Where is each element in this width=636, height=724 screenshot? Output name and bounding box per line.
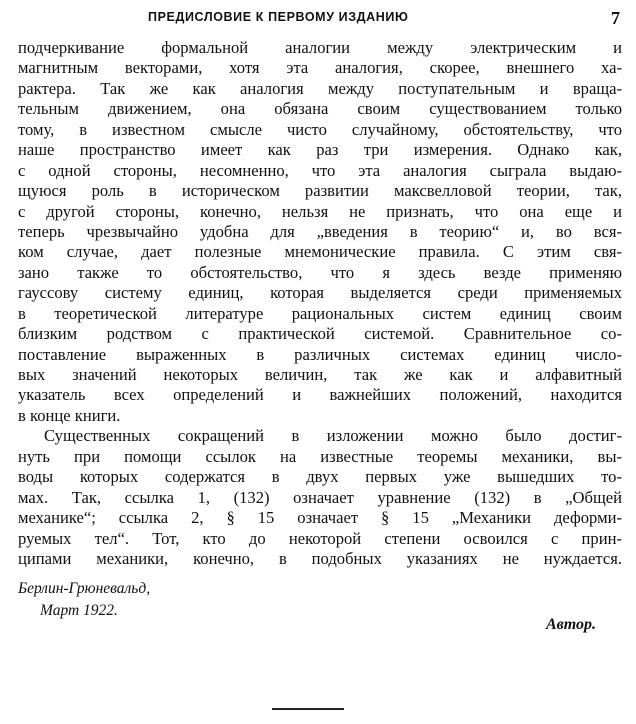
text-line: воды которых содержатся в двух первых уже вышедших то- [18, 467, 622, 487]
text-line: рактера. Так же как аналогия между поступательным и враща- [18, 78, 622, 98]
text-line: нуть при помощи ссылок на известные теоремы механики, вы- [18, 446, 622, 466]
text-line: тому, в известном смысле чисто случайному, обстоятельству, что [18, 119, 622, 139]
text-line: наше пространство имеет как раз три измерения. Однако как, [18, 140, 622, 160]
text-line: в конце книги. [18, 405, 121, 425]
text-line: поставление выраженных в различных системах единиц число- [18, 344, 622, 364]
text-line: теперь чрезвычайно удобна для „введения в теорию“ и, во вся- [18, 221, 622, 241]
header-title: ПРЕДИСЛОВИЕ К ПЕРВОМУ ИЗДАНИЮ [148, 10, 409, 24]
page-number: 7 [611, 8, 620, 28]
paragraph-1 [18, 38, 622, 426]
signature-place: Берлин-Грюневальд, [18, 580, 151, 597]
text-line: руемых тел“. Тот, кто до некоторой степени освоился с прин- [18, 528, 622, 548]
text-line: вых значений некоторых величин, так же как и алфавитный [18, 365, 622, 384]
text-line: тельным движением, она обязана своим существованием только [18, 99, 622, 119]
text-line: близким родством с практической системой. Сравнительное со- [18, 324, 622, 344]
text-line: магнитным векторами, хотя эта аналогия, скорее, внешнего ха- [18, 58, 622, 78]
footer-rule [272, 708, 344, 710]
text-line: ком случае, дает полезные мнемонические правила. С этим свя- [18, 242, 622, 262]
text-line: зано также то обстоятельство, что я здесь везде применяю [18, 262, 622, 282]
text-line: гауссову систему единиц, которая выделяется среди применяемых [18, 283, 622, 303]
text-line: мах. Так, ссылка 1, (132) означает уравнение (132) в „Общей [18, 487, 622, 507]
text-line: Существенных сокращений в изложении можно было достиг- [44, 426, 622, 446]
text-line: подчеркивание формальной аналогии между электрическим и [18, 38, 622, 57]
paragraph-2 [18, 426, 622, 569]
text-line: указатель всех определений и важнейших положений, находится [18, 385, 622, 405]
text-line: с одной стороны, несомненно, что эта аналогия сыграла выдаю- [18, 160, 622, 180]
text-line: в теоретической литературе рациональных систем единиц своим [18, 303, 622, 323]
text-line: ципами механики, конечно, в подобных указаниях не нуждается. [18, 548, 622, 568]
text-line: механике“; ссылка 2, § 15 означает § 15 „Механики деформи- [18, 508, 622, 528]
signature-date: Март 1922. [40, 602, 118, 619]
signature-block [18, 578, 622, 622]
author-signature: Автор. [545, 616, 596, 633]
running-header [20, 8, 620, 30]
text-line: с другой стороны, конечно, нельзя не признать, что она еще и [18, 201, 622, 221]
body-text [18, 38, 622, 569]
text-line: щуюся роль в историческом развитии максвелловой теории, так, [18, 181, 622, 201]
